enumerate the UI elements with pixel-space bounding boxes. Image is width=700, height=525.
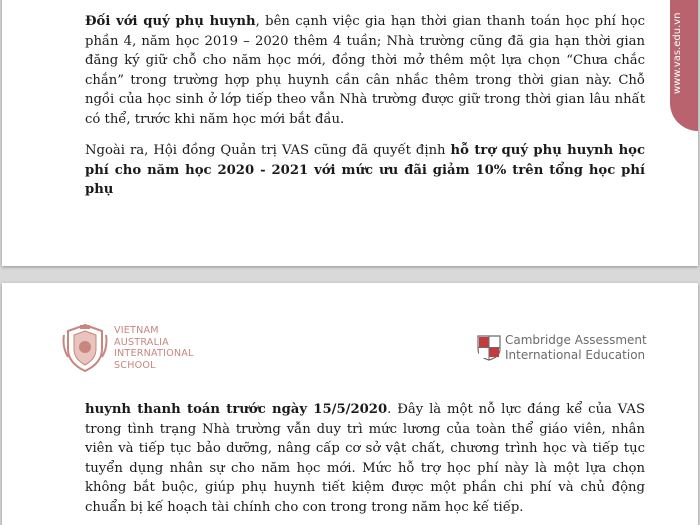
paragraph-body: , bên cạnh việc gia hạn thời gian thanh toán học phí học phần 4, năm học 2019 – 2020 thêm 4 tuần; Nhà trường cũng đã gia hạn thời gian đăng ký giữ chỗ cho năm học mới, đồng thời mở thêm một lựa chọn “Chưa chắc chắn” trong trường hợp phụ huynh cần cân nhắc thêm trong thời gian này. Chỗ ngồi của học sinh ở lớp tiếp theo vẫn Nhà trường được giữ trong thời gian lâu nhất có thể, trước khi năm học mới bắt đầu. xyxy=(85,14,645,127)
document-page-bottom xyxy=(2,283,698,525)
paragraph-lead: Ngoài ra, Hội đồng Quản trị VAS cũng đã quyết định xyxy=(85,143,451,158)
vas-school-name xyxy=(114,325,214,371)
cambridge-name xyxy=(505,333,647,363)
vas-name-line: SCHOOL xyxy=(114,359,156,371)
paragraph-tuition-support xyxy=(85,141,645,200)
paragraph-body: . Đây là một nỗ lực đáng kể của VAS trong tình trạng Nhà trường vẫn duy trì mức lương của toàn thể giáo viên, nhân viên và tiếp tục bảo dưỡng, nâng cấp cơ sở vật chất, chương trình học và tiếp tục tuyển dụng nhân sự cho năm học mới. Mức hỗ trợ học phí này là một lựa chọn không bắt buộc, giúp phụ huynh tiết kiệm được một phần chi phí và chủ động chuẩn bị kế hoạch tài chính cho con trong trong năm học kế tiếp. xyxy=(85,402,645,515)
paragraph-payment-deadline xyxy=(85,400,645,518)
paragraph-parents-extension xyxy=(85,12,645,130)
cambridge-line2: International Education xyxy=(505,348,646,362)
vas-crest-icon xyxy=(62,323,108,373)
paragraph-lead-bold: Đối với quý phụ huynh xyxy=(85,14,256,29)
vas-name-line: INTERNATIONAL xyxy=(114,348,194,359)
paragraph-bold: hỗ trợ quý phụ huynh học phí cho năm học 2020 - 2021 với mức ưu đãi giảm 10% trên tổng học phí phụ xyxy=(85,143,645,198)
side-tab xyxy=(670,0,698,131)
cambridge-shield-icon xyxy=(477,335,501,361)
paragraph-lead-bold: huynh thanh toán trước ngày 15/5/2020 xyxy=(85,402,388,417)
cambridge-line1: Cambridge Assessment xyxy=(505,333,647,347)
vas-name-line: VIETNAM xyxy=(114,325,159,336)
vas-logo xyxy=(62,323,212,379)
cambridge-logo xyxy=(477,331,657,367)
document-page-top xyxy=(2,0,698,266)
vas-name-line: AUSTRALIA xyxy=(114,336,169,348)
side-tab-url: www.vas.edu.vn xyxy=(672,12,683,94)
